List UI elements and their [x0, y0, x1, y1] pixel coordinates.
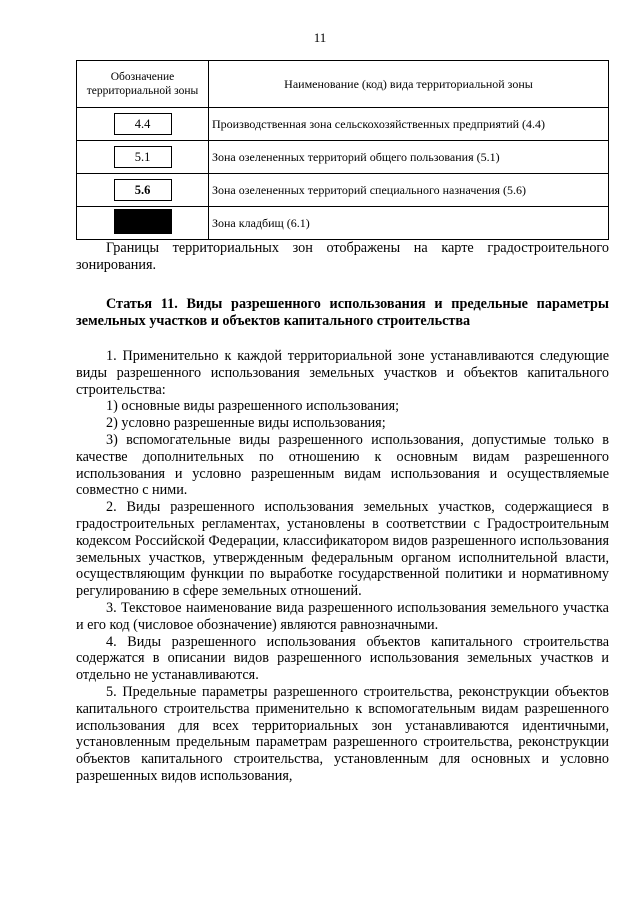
zone-code-box: 4.4 — [114, 113, 172, 135]
page-number: 11 — [313, 30, 327, 45]
table-row — [77, 174, 609, 207]
zone-name: Зона кладбищ (6.1) — [209, 207, 609, 240]
paragraph-5: 5. Предельные параметры разрешенного строительства, реконструкции объектов капитального строительства применительно к вспомогательным видам разрешенного использования для всех территориальных зон устанавливаются идентичными, установленным предельным параметрам разрешенного строительства, реконструкции объектов капитального строительства, установленным для основных и условно разрешенных видов использования, — [76, 683, 609, 784]
zone-code-swatch-black — [114, 209, 172, 234]
table-header-row — [77, 61, 609, 108]
article-heading: Статья 11. Виды разрешенного использования и предельные параметры земельных участков и объектов капитального строительства — [76, 296, 609, 329]
paragraph-1: 1. Применительно к каждой территориальной зоне устанавливаются следующие виды разрешенного использования земельных участков и объектов капитального строительства: — [76, 348, 609, 398]
paragraph-3: 3. Текстовое наименование вида разрешенного использования земельного участка и его код (числовое обозначение) являются равнозначными. — [76, 599, 609, 633]
zone-code-box: 5.1 — [114, 146, 172, 168]
paragraph-1-item-2: 2) условно разрешенные виды использования; — [106, 415, 386, 432]
zone-name: Зона озелененных территорий специального назначения (5.6) — [209, 174, 609, 207]
article-body — [76, 348, 609, 785]
header-code-column: Обозначение территориальной зоны — [77, 61, 209, 108]
zone-name: Производственная зона сельскохозяйственных предприятий (4.4) — [209, 108, 609, 141]
table-row — [77, 207, 609, 240]
zones-table — [76, 60, 609, 240]
header-name-column: Наименование (код) вида территориальной зоны — [209, 61, 609, 108]
paragraph-1-item-1: 1) основные виды разрешенного использования; — [106, 398, 400, 415]
table-row — [77, 108, 609, 141]
zone-code-box: 5.6 — [114, 179, 172, 201]
after-table-section — [76, 240, 609, 274]
zone-name: Зона озелененных территорий общего пользования (5.1) — [209, 141, 609, 174]
paragraph-2: 2. Виды разрешенного использования земельных участков, содержащиеся в градостроительных регламентах, установлены в соответствии с Градостроительным кодексом Российской Федерации, классификатором видов разрешенного использования земельных участков, утвержденным федеральным органом исполнительной власти, осуществляющим функции по выработке государственной политики и нормативному регулированию в сфере земельных отношений. — [76, 499, 609, 600]
paragraph-1-item-3: 3) вспомогательные виды разрешенного использования, допустимые только в качестве дополнительных по отношению к основным видам разрешенного использования и условно разрешенным видам использования и осуществляемые совместно с ними. — [76, 431, 609, 499]
after-table-text: Границы территориальных зон отображены на карте градостроительного зонирования. — [76, 240, 609, 273]
paragraph-4: 4. Виды разрешенного использования объектов капитального строительства содержатся в описании видов разрешенного использования земельных участков и отдельно не устанавливаются. — [76, 633, 609, 684]
article-section — [76, 296, 609, 330]
table-row — [77, 141, 609, 174]
